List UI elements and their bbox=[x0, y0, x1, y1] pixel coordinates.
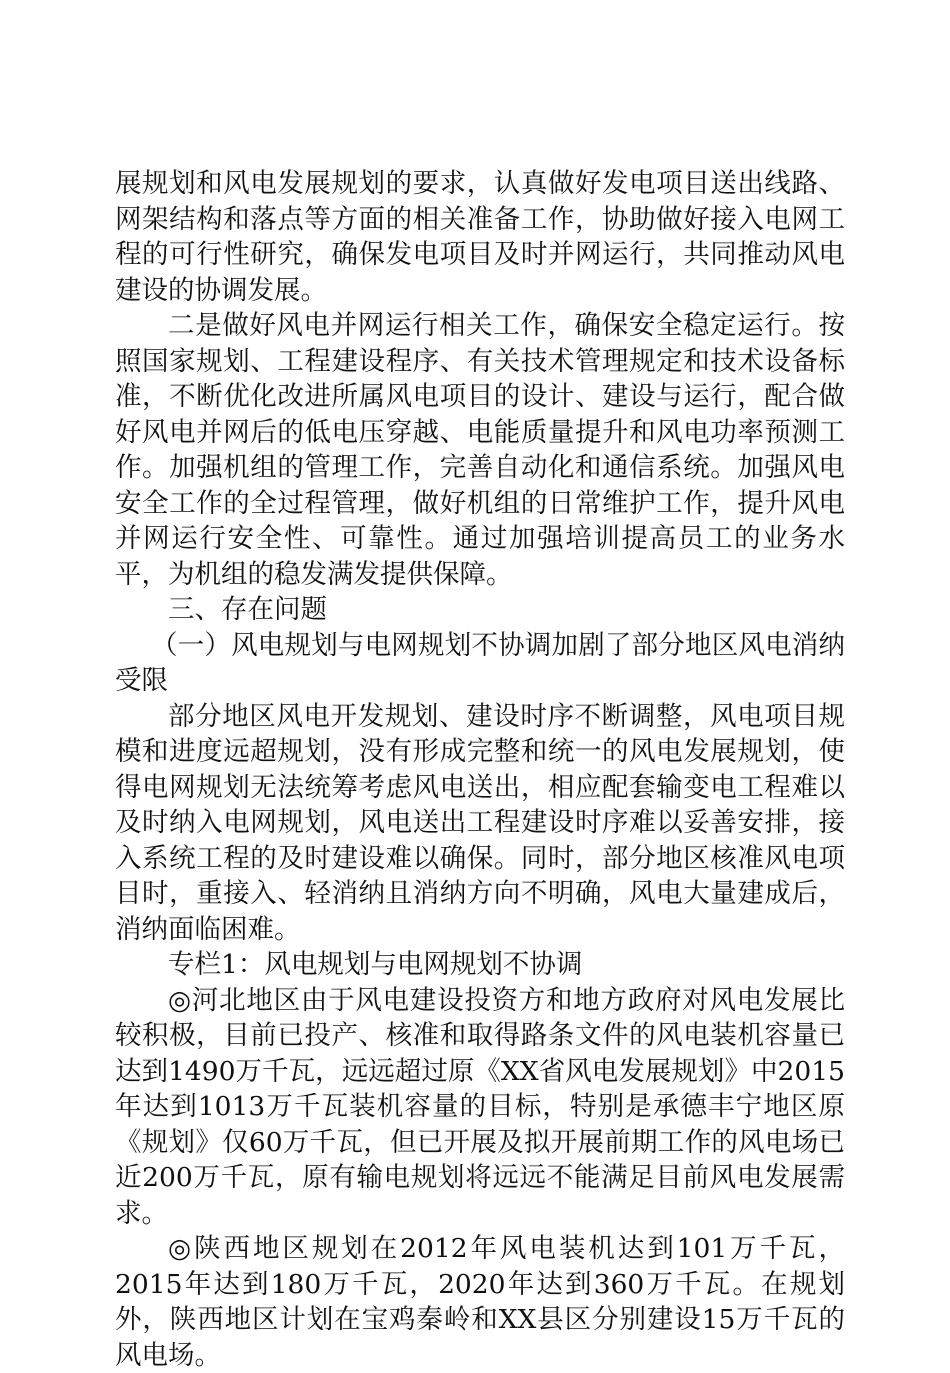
section-heading-problems: 三、存在问题 bbox=[168, 594, 327, 625]
paragraph-shaanxi: ◎陕西地区规划在2012年风电装机达到101万千瓦，2015年达到180万千瓦，2020年达到360万千瓦。在规划外，陕西地区计划在宝鸡秦岭和XX县区分别建设15万千瓦的风电场。 bbox=[115, 1233, 845, 1371]
paragraph-hebei: ◎河北地区由于风电建设投资方和地方政府对风电发展比较积极，目前已投产、核准和取得路条文件的风电装机容量已达到1490万千瓦，远远超过原《XX省风电发展规划》中2015年达到1013万千瓦装机容量的目标，特别是承德丰宁地区原《规划》仅60万千瓦，但已开展及拟开展前期工作的风电场已近200万千瓦，原有输电规划将远远不能满足目前风电发展需求。 bbox=[115, 984, 845, 1229]
sidebar-column-title: 专栏1：风电规划与电网规划不协调 bbox=[168, 949, 583, 980]
document-body bbox=[115, 166, 845, 1373]
subsection-heading: （一）风电规划与电网规划不协调加剧了部分地区风电消纳受限 bbox=[115, 629, 845, 696]
paragraph-grid-operation: 二是做好风电并网运行相关工作，确保安全稳定运行。按照国家规划、工程建设程序、有关技术管理规定和技术设备标准，不断优化改进所属风电项目的设计、建设与运行，配合做好风电并网后的低电压穿越、电能质量提升和风电功率预测工作。加强机组的管理工作，完善自动化和通信系统。加强风电安全工作的全过程管理，做好机组的日常维护工作，提升风电并网运行安全性、可靠性。通过加强培训提高员工的业务水平，为机组的稳发满发提供保障。 bbox=[115, 310, 845, 590]
paragraph-planning-issues: 部分地区风电开发规划、建设时序不断调整，风电项目规模和进度远超规划，没有形成完整和统一的风电发展规划，使得电网规划无法统筹考虑风电送出，相应配套输变电工程难以及时纳入电网规划，风电送出工程建设时序难以妥善安排，接入系统工程的及时建设难以确保。同时，部分地区核准风电项目时，重接入、轻消纳且消纳方向不明确，风电大量建成后，消纳面临困难。 bbox=[115, 700, 845, 945]
paragraph-continuation: 展规划和风电发展规划的要求，认真做好发电项目送出线路、网架结构和落点等方面的相关准备工作，协助做好接入电网工程的可行性研究，确保发电项目及时并网运行，共同推动风电建设的协调发展。 bbox=[115, 168, 845, 306]
